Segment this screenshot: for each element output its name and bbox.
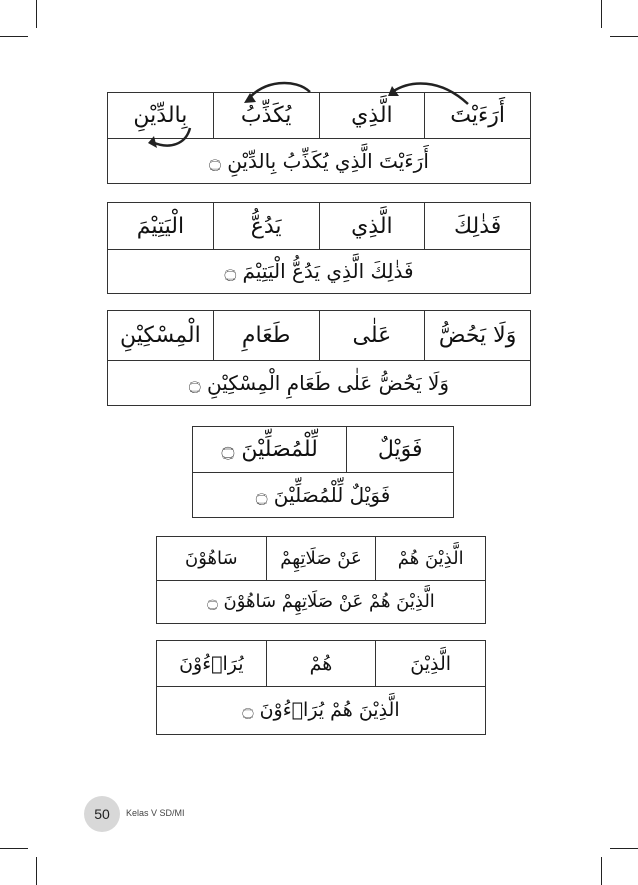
- word-cell: سَاهُوْنَ: [185, 548, 238, 569]
- crop-mark: [0, 848, 28, 849]
- verse-table-3: [107, 310, 531, 406]
- arrow-curve-icon: [392, 83, 468, 104]
- word-cell: يَدُعُّ: [213, 203, 319, 249]
- word-cell: فَذٰلِكَ: [424, 203, 530, 249]
- word-cell: أَرَءَيْتَ: [424, 93, 530, 138]
- crop-mark: [36, 857, 37, 885]
- page-number: 50: [84, 796, 120, 832]
- word-cell: بِالدِّيْنِ: [133, 103, 188, 128]
- footer-label: Kelas V SD/MI: [126, 808, 185, 818]
- word-cell: يُرَاۤءُوْنَ: [179, 652, 244, 675]
- full-verse: فَذٰلِكَ الَّذِي يَدُعُّ الْيَتِيْمَ ۝: [224, 259, 414, 283]
- full-verse: فَوَيْلٌ لِّلْمُصَلِّيْنَ ۝: [255, 482, 391, 507]
- arrow-curve-icon: [152, 128, 190, 146]
- crop-mark: [601, 857, 602, 885]
- word-cell: الَّذِيْنَ هُمْ: [375, 537, 485, 580]
- verse-table-5: [156, 536, 486, 624]
- word-cell: وَلَا يَحُضُّ: [424, 311, 530, 360]
- crop-mark: [610, 848, 638, 849]
- word-cell: الْمِسْكِيْنِ: [120, 323, 201, 348]
- verse-table-2: [107, 202, 531, 294]
- word-cell: الَّذِي: [319, 203, 425, 249]
- word-cell: عَنْ صَلَاتِهِمْ: [266, 537, 376, 580]
- word-cell: هُمْ: [266, 641, 376, 686]
- word-cell: طَعَامِ: [213, 311, 319, 360]
- word-cell: فَوَيْلٌ: [346, 427, 453, 472]
- arrowhead-icon: [148, 136, 157, 148]
- word-cell: لِّلْمُصَلِّيْنَ ۝: [221, 437, 318, 462]
- word-cell: الَّذِي: [319, 93, 425, 138]
- word-cell: يُكَذِّبُ: [213, 93, 319, 138]
- verse-table-6: [156, 640, 486, 735]
- word-cell: عَلٰى: [319, 311, 425, 360]
- word-cell: الَّذِيْنَ: [375, 641, 485, 686]
- word-cell: الْيَتِيْمَ: [136, 213, 185, 239]
- full-verse: وَلَا يَحُضُّ عَلٰى طَعَامِ الْمِسْكِيْنِ ۝: [188, 370, 450, 395]
- reading-direction-arrows: [0, 0, 638, 200]
- arrow-curve-icon: [248, 83, 310, 100]
- full-verse: الَّذِيْنَ هُمْ عَنْ صَلَاتِهِمْ سَاهُوْنَ ۝: [207, 591, 435, 612]
- verse-table-4: [192, 426, 454, 518]
- full-verse: أَرَءَيْتَ الَّذِي يُكَذِّبُ بِالدِّيْنِ ۝: [209, 148, 429, 173]
- full-verse: الَّذِيْنَ هُمْ يُرَاۤءُوْنَ ۝: [242, 699, 400, 721]
